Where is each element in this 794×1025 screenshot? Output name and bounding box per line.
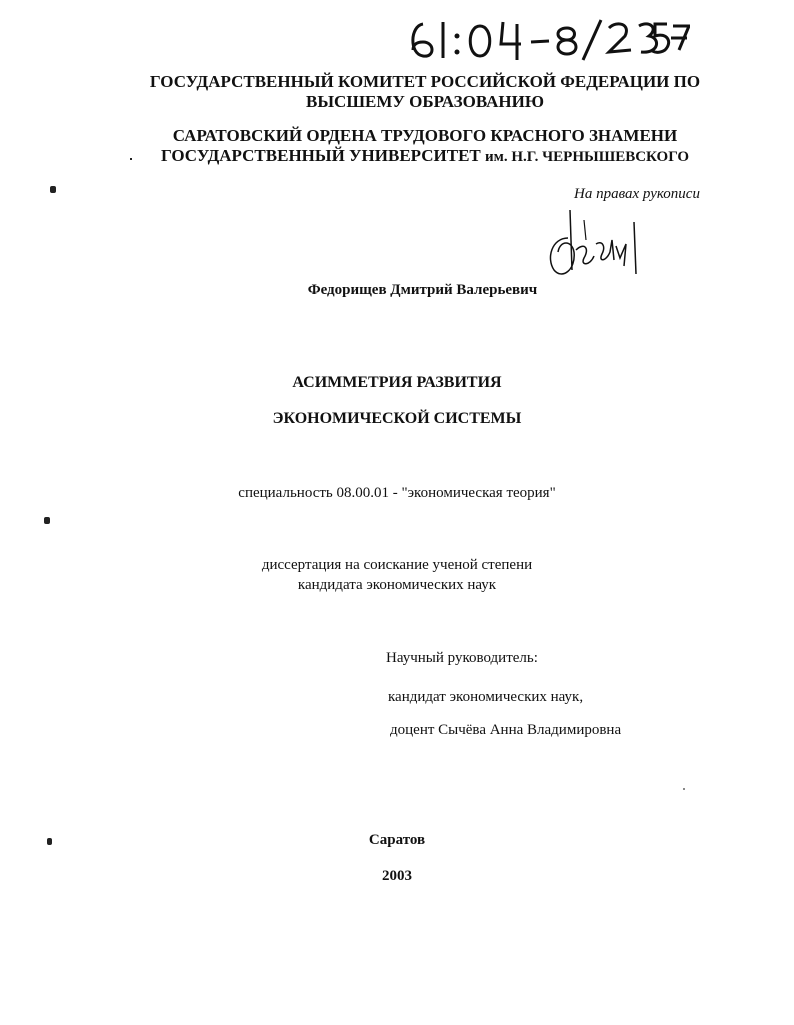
supervisor-label: Научный руководитель: [386, 650, 538, 666]
dissertation-title-line-2: ЭКОНОМИЧЕСКОЙ СИСТЕМЫ [272, 410, 522, 427]
scan-punch-mark [44, 517, 50, 524]
university-line-1: САРАТОВСКИЙ ОРДЕНА ТРУДОВОГО КРАСНОГО ЗНАМЕНИ [172, 126, 678, 145]
specialty: специальность 08.00.01 - "экономическая теория" [238, 485, 556, 501]
city: Саратов [368, 832, 426, 848]
dissertation-title-line-1: АСИММЕТРИЯ РАЗВИТИЯ [292, 374, 502, 391]
year: 2003 [382, 868, 412, 884]
university-heading [120, 126, 730, 167]
university-line-2 [120, 146, 730, 167]
committee-line-1: ГОСУДАРСТВЕННЫЙ КОМИТЕТ РОССИЙСКОЙ ФЕДЕРАЦИИ ПО [149, 72, 701, 91]
scan-speck [130, 158, 132, 160]
university-name: ГОСУДАРСТВЕННЫЙ УНИВЕРСИТЕТ [160, 146, 481, 165]
author-name: Федорищев Дмитрий Валерьевич [307, 282, 538, 298]
scan-punch-mark [47, 838, 52, 845]
author-signature [540, 200, 650, 280]
scan-punch-mark [50, 186, 56, 193]
committee-line-2: ВЫСШЕМУ ОБРАЗОВАНИЮ [306, 92, 544, 111]
archive-code-handwritten [405, 14, 690, 64]
degree-line-1: диссертация на соискание ученой степени [261, 557, 533, 573]
supervisor-degree: кандидат экономических наук, [388, 689, 584, 705]
degree-line-2: кандидата экономических наук [297, 577, 497, 593]
supervisor-name: доцент Сычёва Анна Владимировна [390, 722, 622, 738]
committee-heading [120, 72, 730, 112]
university-patron: им. Н.Г. ЧЕРНЫШЕВСКОГО [485, 149, 690, 165]
scan-speck [683, 788, 685, 790]
manuscript-rights-note: На правах рукописи [574, 186, 700, 202]
